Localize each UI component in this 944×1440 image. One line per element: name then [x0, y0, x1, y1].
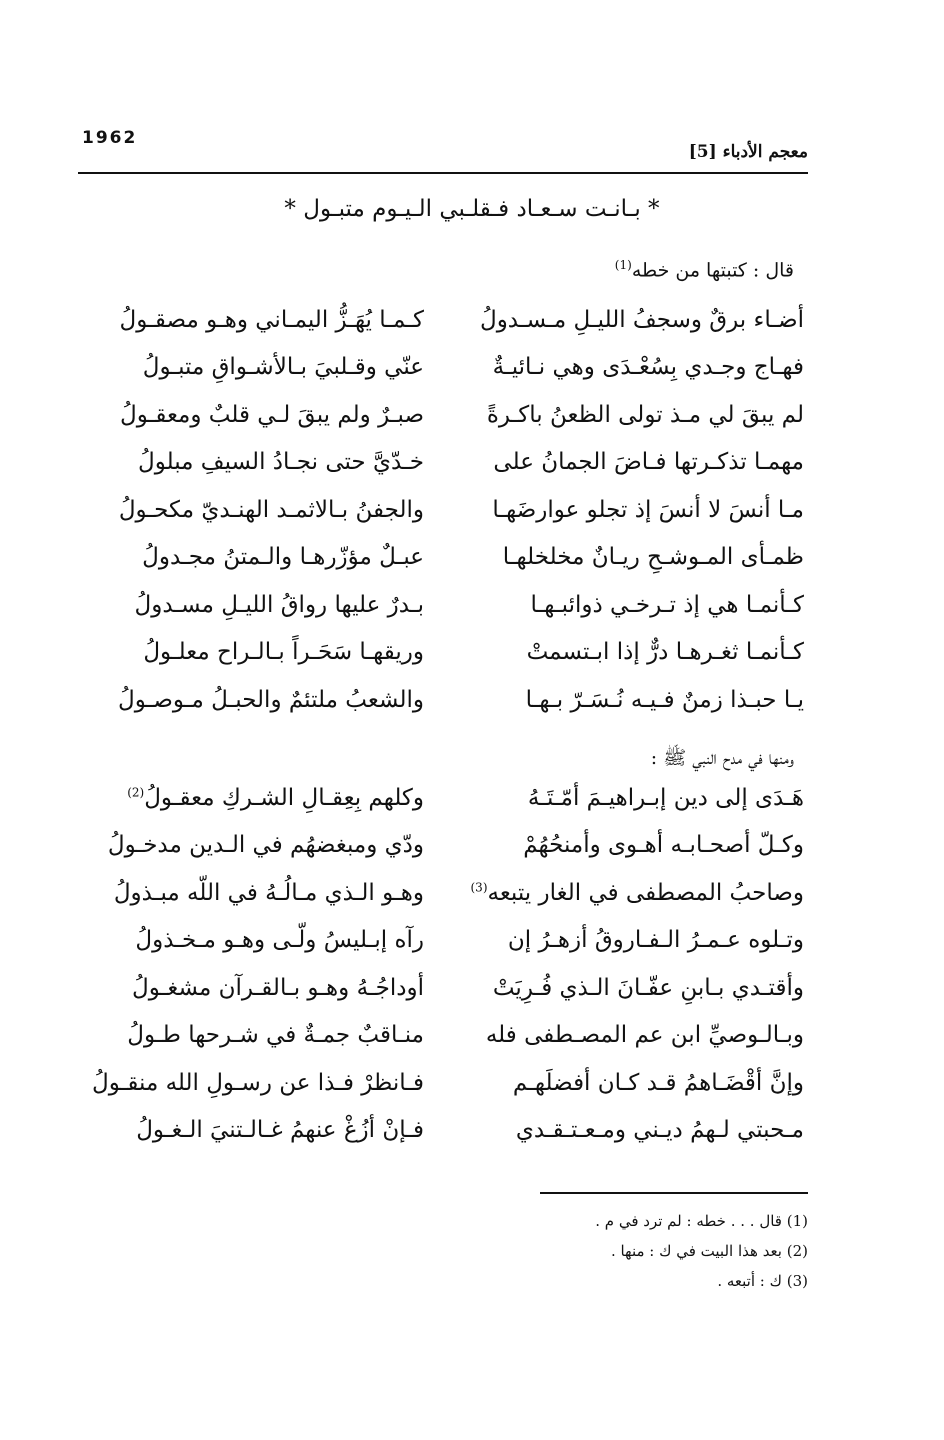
verse [82, 869, 804, 917]
verse [82, 344, 804, 392]
hemistich-first [470, 879, 804, 906]
hemistich-second: ودّي ومبغضهُم في الـدين مدخـولُ [107, 832, 424, 859]
hemistich-second: فـإنْ أزُغْ عنهمُ غـالـتنيَ الـغـولُ [136, 1117, 424, 1144]
hemistich-second: عنّي وقـلبيَ بـالأشـواقِ متبـولُ [142, 354, 424, 381]
hemistich-first: هَـدَى إلى دين إبـراهيـمَ أمّـتَـهُ [527, 784, 804, 811]
hemistich-first: ظمـأى المـوشـحِ ريـانٌ مخلخلهـا [502, 544, 804, 571]
footnote: (2) بعد هذا البيت في ك : منها . [610, 1242, 808, 1260]
intro-text: قال : كتبتها من خطه [631, 259, 794, 282]
verse [82, 964, 804, 1012]
hemistich-second: رآه إبـليسُ ولّـى وهـو مـخـذولُ [135, 927, 424, 954]
hemistich-second: كـمـا يُهَـزُّ اليمـاني وهـو مصقـولُ [119, 306, 424, 333]
hemistich-first: مهمـا تذكـرتها فـاضَ الجمانُ على [493, 449, 804, 476]
verse [82, 486, 804, 534]
hemistich-text: وكلهم بِعِقـالِ الشـركِ معقـولُ [144, 784, 424, 811]
verse [82, 1059, 804, 1107]
hemistich-text: وصاحبُ المصطفى في الغار يتبعه [487, 879, 804, 906]
hemistich-second: وريقهـا سَحَـراً بـالـراح معلـولُ [143, 639, 424, 666]
hemistich-second [104, 785, 424, 811]
verse [82, 581, 804, 629]
footnote-ref: (1) [614, 258, 632, 272]
verse [82, 439, 804, 487]
verse [82, 1107, 804, 1155]
hemistich-first: وكـلّ أصحـابـه أهـوى وأمنحُهُمْ [523, 832, 804, 859]
poem-block-2 [82, 774, 804, 1154]
poem-block-1 [82, 296, 804, 724]
verse [82, 296, 804, 344]
footnote-rule [540, 1192, 808, 1194]
footnote: (3) ك : أتبعه . [717, 1272, 808, 1290]
section-title: * بـانـت سـعـاد فـقلـبي الـيـوم متبـول * [284, 196, 660, 222]
hemistich-first: لم يبقَ لي مـذ تولى الظعنُ باكـرةً [486, 401, 804, 428]
verse [82, 822, 804, 870]
hemistich-first: وأقتـدي بـابنِ عفّـانَ الـذي فُـرِيَتْ [492, 974, 804, 1001]
verse [82, 391, 804, 439]
verse [82, 917, 804, 965]
hemistich-first: مـا أنسَ لا أنسَ إذ تجلو عوارضَهـا [492, 496, 804, 523]
verse [82, 534, 804, 582]
hemistich-second: والشعبُ ملتئمٌ والحبـلُ مـوصـولُ [117, 686, 424, 713]
hemistich-first: وتـلوه عـمـرُ الـفـاروقُ أزهـرُ إن [507, 927, 804, 954]
hemistich-first: أضـاء برقٌ وسجفُ الليـلِ مـسـدولُ [479, 306, 804, 333]
hemistich-second: بـدرٌ عليها رواقُ الليـلِ مسـدولُ [134, 591, 424, 618]
hemistich-first: وإنَّ أقْضَـاهمُ قـد كـان أفضلَهـم [512, 1069, 804, 1096]
footnote-ref: (2) [127, 785, 145, 800]
intro-line [615, 258, 794, 281]
running-title: معجم الأدباء [5] [688, 142, 808, 162]
hemistich-first: كـأنمـا هي إذ تـرخـي ذوائبـهـا [530, 591, 804, 618]
hemistich-first: فهـاج وجـدي بِسُعْـدَى وهي نـائيـةٌ [492, 354, 804, 381]
hemistich-first: مـحبتي لـهمُ ديـني ومـعـتـقـدي [515, 1117, 804, 1144]
hemistich-second: عبـلٌ مؤزّرهـا والـمتنُ مجـدولُ [142, 544, 424, 571]
hemistich-second: والجفنُ بـالاثمـد الهنـديّ مكحـولُ [118, 496, 424, 523]
hemistich-second: صبـرٌ ولم يبقَ لـي قلبٌ ومعقـولُ [120, 401, 424, 428]
page-number: 1962 [82, 128, 138, 148]
footnote: (1) قال . . . خطه : لم ترد في م . [595, 1212, 808, 1230]
hemistich-second: وهـو الـذي مـالُـهُ في اللّه مبـذولُ [113, 879, 424, 906]
hemistich-first: يـا حبـذا زمنٌ فـيـه نُـسَـرّ بـهـا [525, 686, 804, 713]
verse [82, 774, 804, 822]
verse [82, 676, 804, 724]
hemistich-second: فـانظرْ فـذا عن رسـولِ الله منقـولُ [92, 1069, 424, 1096]
hemistich-second: منـاقبٌ جمـةٌ في شـرحها طـولُ [127, 1022, 424, 1049]
intro2-line: ومنها في مدح النبي ﷺ : [650, 747, 794, 769]
footnotes [595, 1212, 808, 1302]
verse [82, 629, 804, 677]
verse [82, 1012, 804, 1060]
hemistich-first: وبـالـوصيِّ ابن عم المصـطفى فله [485, 1022, 804, 1049]
footnote-ref: (3) [470, 880, 488, 895]
header-rule [78, 172, 808, 174]
hemistich-second: خـدّيَّ حتى نجـادُ السيفِ مبلولُ [138, 449, 424, 476]
hemistich-first: كـأنمـا ثغـرهـا درٌّ إذا ابـتسمتْ [526, 639, 804, 666]
hemistich-second: أوداجُـهُ وهـو بـالقـرآن مشغـولُ [132, 974, 424, 1001]
